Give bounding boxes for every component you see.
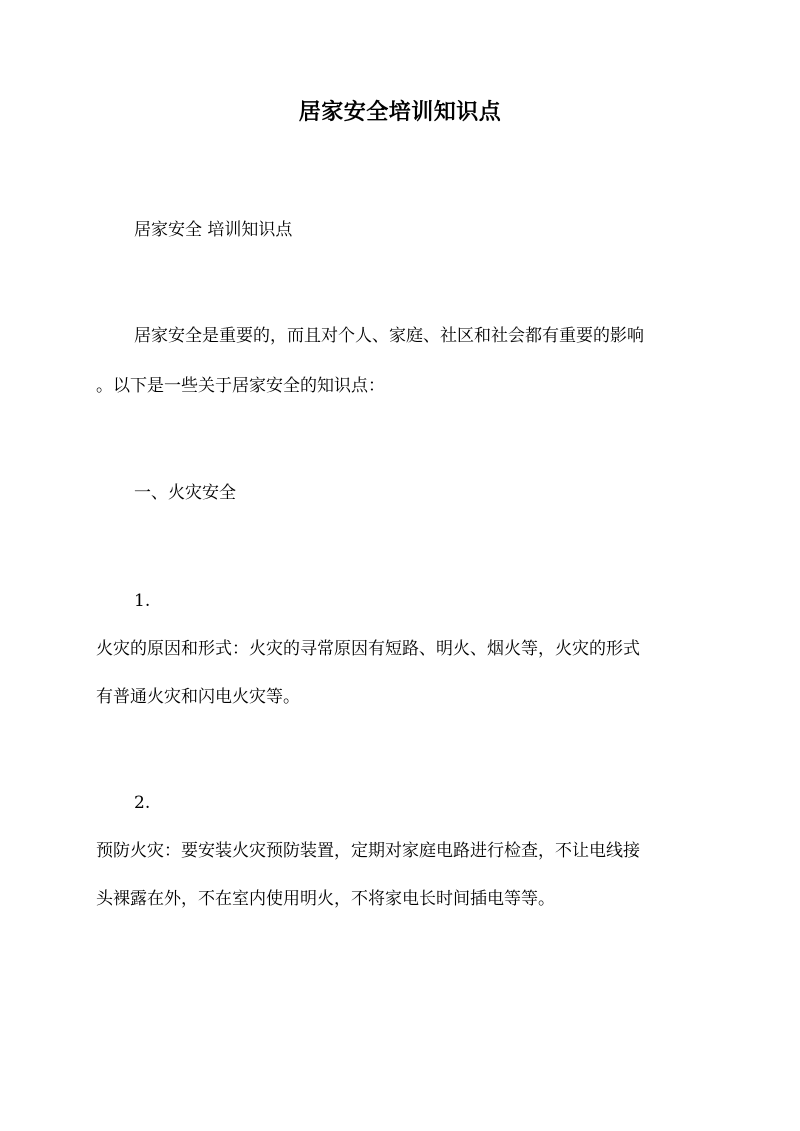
item-1-line-2: 有普通火灾和闪电火灾等。 <box>96 687 300 707</box>
item-1-line-1: 火灾的原因和形式：火灾的寻常原因有短路、明火、烟火等，火灾的形式 <box>96 639 640 659</box>
item-number-1: 1. <box>134 591 151 611</box>
intro-line-2: 。以下是一些关于居家安全的知识点： <box>96 376 385 396</box>
item-2-line-2: 头裸露在外，不在室内使用明火，不将家电长时间插电等等。 <box>96 889 555 909</box>
document-title: 居家安全培训知识点 <box>298 99 502 125</box>
item-2-line-1: 预防火灾：要安装火灾预防装置，定期对家庭电路进行检查，不让电线接 <box>96 841 640 861</box>
item-number-2: 2. <box>134 793 151 813</box>
document-subtitle: 居家安全 培训知识点 <box>134 220 293 240</box>
intro-line-1: 居家安全是重要的，而且对个人、家庭、社区和社会都有重要的影响 <box>134 326 644 346</box>
section-heading-fire-safety: 一、火灾安全 <box>134 483 236 503</box>
